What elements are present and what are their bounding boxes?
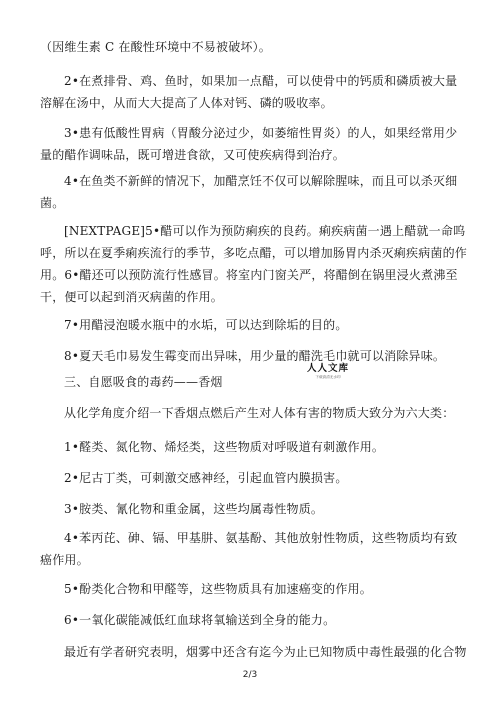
paragraph-item-2-bones: 2•在煮排骨、鸡、鱼时，如果加一点醋，可以使骨中的钙质和磷质被大量溶解在汤中，从而大大提高了人体对钙、磷的吸收率。 bbox=[40, 74, 458, 110]
paragraph-class-6: 6•一氧化碳能减低红血球将氧输送到全身的能力。 bbox=[64, 613, 336, 627]
paragraph-intro-six-classes: 从化学角度介绍一下香烟点燃后产生对人体有害的物质大致分为六大类： bbox=[64, 406, 455, 420]
paragraph-class-2: 2•尼古丁类，可刺激交感神经，引起血管内膜损害。 bbox=[64, 471, 348, 485]
watermark-subtitle: 下载高清无水印 bbox=[315, 374, 341, 379]
paragraph-class-3: 3•胺类、氰化物和重金属，这些均属毒性物质。 bbox=[64, 502, 324, 516]
paragraph-item-7-scale: 7•用醋浸泡暖水瓶中的水垢，可以达到除垢的目的。 bbox=[64, 318, 348, 332]
section-heading-cigarette: 三、自愿吸食的毒药——香烟 bbox=[64, 375, 223, 389]
paragraph-class-5: 5•酚类化合物和甲醛等，这些物质具有加速癌变的作用。 bbox=[64, 582, 372, 596]
paragraph-item-3-stomach: 3•患有低酸性胃病（胃酸分泌过少，如萎缩性胃炎）的人，如果经常用少量的醋作调味品，既可增进食欲，又可使疾病得到治疗。 bbox=[40, 126, 458, 162]
paragraph-class-4: 4•苯丙芘、砷、镉、甲基肼、氨基酚、其他放射性物质，这些物质均有致癌作用。 bbox=[40, 531, 458, 567]
watermark-logo bbox=[296, 363, 360, 380]
paragraph-class-1: 1•醛类、氮化物、烯烃类，这些物质对呼吸道有刺激作用。 bbox=[64, 440, 385, 454]
paragraph-item-5-6-dysentery-flu: [NEXTPAGE]5•醋可以作为预防痢疾的良药。痢疾病菌一遇上醋就一命呜呼，所以在夏季痢疾流行的季节，多吃点醋，可以增加肠胃内杀灭痢疾病菌的作用。6•醋还可以预防流行性感冒。将室内门窗关严，将醋倒在锅里浸火煮沸至干，便可以起到消灭病菌的作用。 bbox=[40, 224, 468, 304]
page-number: 2/3 bbox=[242, 670, 258, 680]
watermark-title: 人人文库 bbox=[306, 363, 349, 374]
paragraph-vitamin-c-note: （因维生素 C 在酸性环境中不易被破坏）。 bbox=[40, 40, 272, 54]
paragraph-item-8-towel: 8•夏天毛巾易发生霉变而出异味，用少量的醋洗毛巾就可以消除异味。 bbox=[64, 349, 446, 363]
paragraph-research-note: 最近有学者研究表明，烟雾中还含有迄今为止已知物质中毒性最强的化合物 bbox=[64, 645, 467, 659]
paragraph-item-4-fish: 4•在鱼类不新鲜的情况下，加醋烹饪不仅可以解除腥味，而且可以杀灭细菌。 bbox=[40, 174, 458, 210]
